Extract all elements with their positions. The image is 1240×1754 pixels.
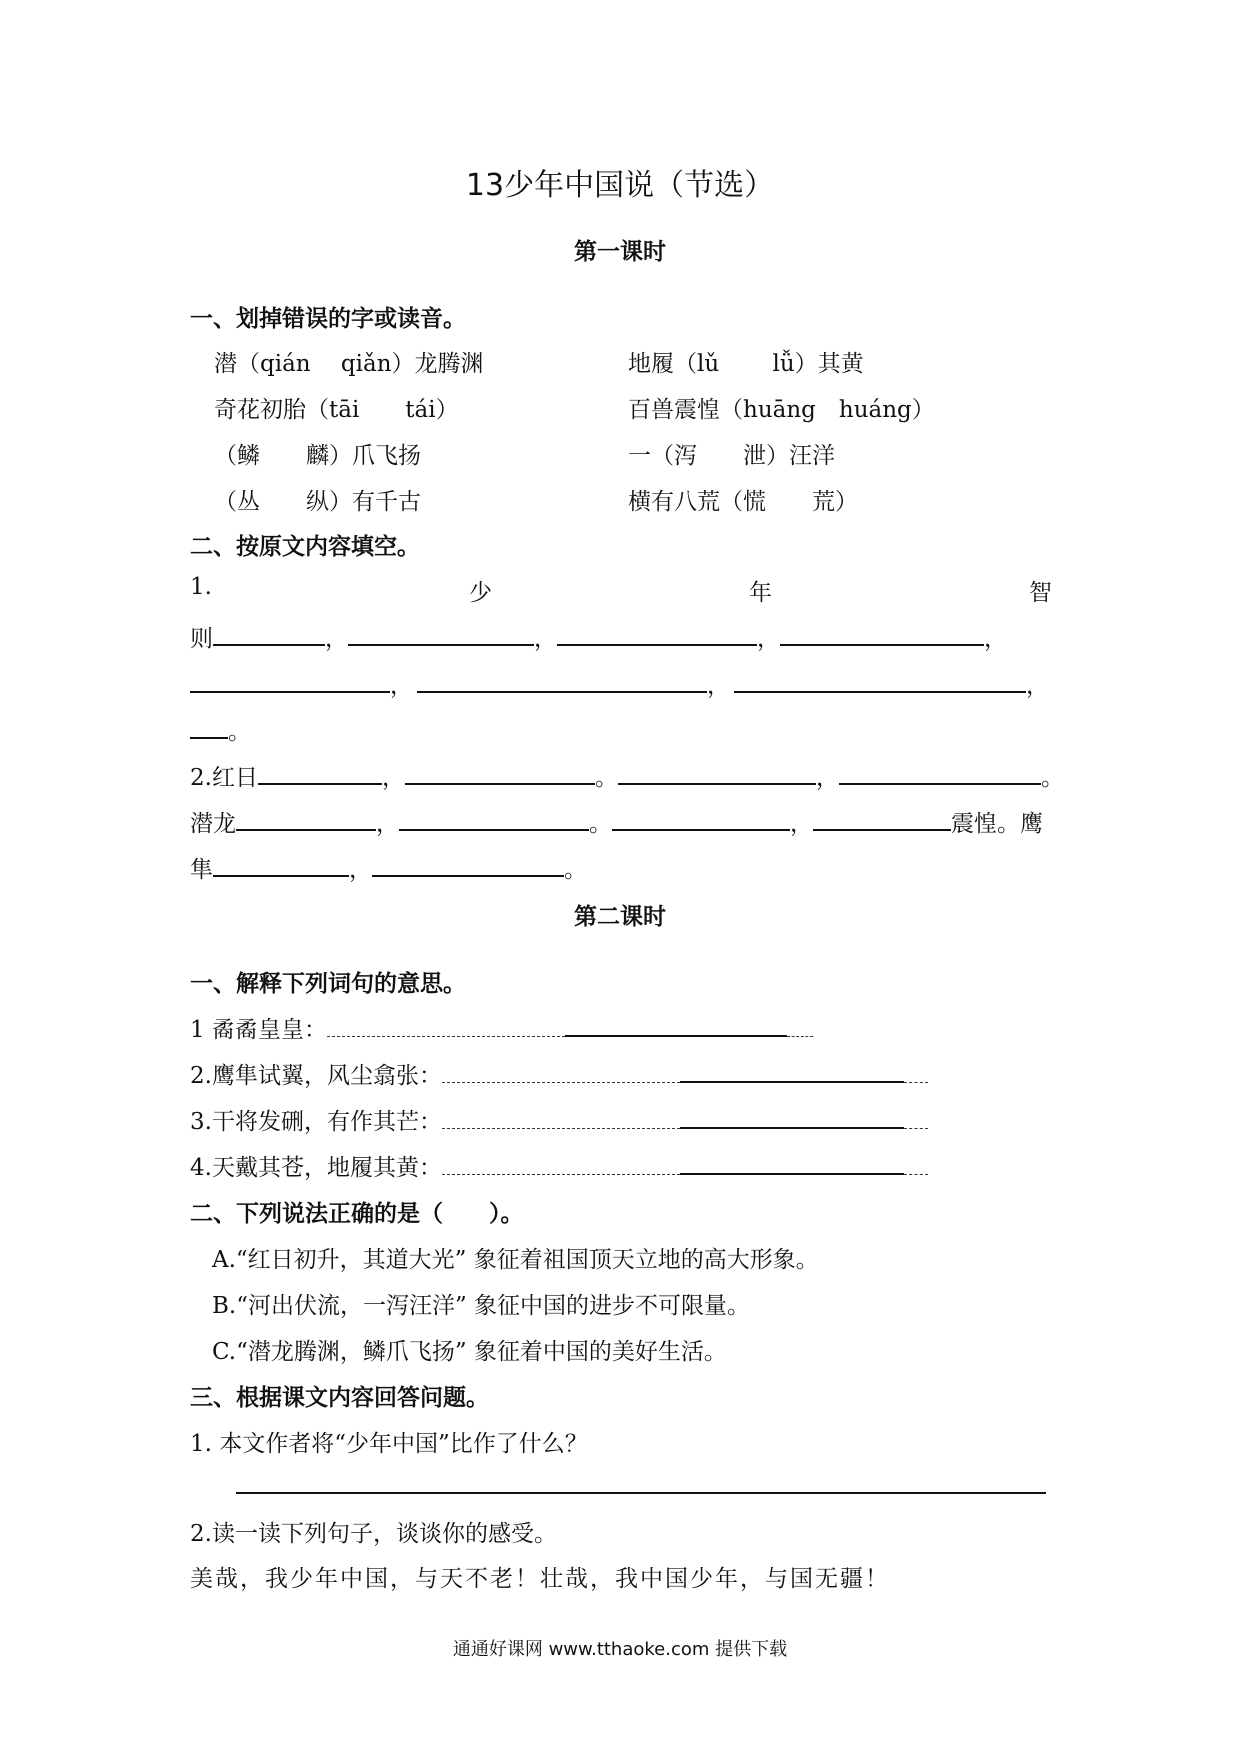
answer-blank[interactable] (190, 667, 390, 693)
q2-sun: 隼 (190, 857, 213, 883)
comma: ， (815, 765, 839, 791)
answer-blank[interactable] (442, 1104, 680, 1129)
explain-label: 3.干将发硎，有作其芒： (190, 1109, 442, 1135)
explain-item-3 (190, 1103, 1052, 1136)
answer-blank[interactable] (557, 620, 757, 646)
answer-blank[interactable] (680, 1149, 904, 1175)
pinyin-item: 地履（lǔ lǚ）其黄 (628, 351, 864, 377)
comma: ， (757, 626, 780, 652)
answer-blank[interactable] (612, 805, 790, 831)
q2-prefix: 2.红日 (190, 765, 258, 791)
option-b: B.“河出伏流，一泻汪洋” 象征中国的进步不可限量。 (212, 1293, 751, 1319)
answer-blank[interactable] (399, 805, 589, 831)
comma: ， (349, 857, 372, 883)
q1-char: 智 (1029, 580, 1052, 606)
comma: ， (707, 673, 730, 699)
l2-section-3-heading: 三、根据课文内容回答问题。 (190, 1385, 489, 1411)
answer-blank[interactable] (190, 713, 228, 739)
q1-char: 年 (748, 580, 772, 606)
lesson-1-heading: 第一课时 (574, 239, 666, 265)
answer-blank[interactable] (839, 759, 1041, 785)
explain-label: 1 矞矞皇皇： (190, 1017, 327, 1043)
answer-blank[interactable] (348, 620, 534, 646)
fill-q1-line3 (190, 667, 1052, 700)
explain-item-4 (190, 1149, 1052, 1182)
answer-blank[interactable] (372, 851, 564, 877)
comma: ， (534, 626, 557, 652)
answer-question-2: 2.读一读下列句子，谈谈你的感受。 (190, 1521, 557, 1547)
q2-zhenhuang: 震惶。鹰 (951, 811, 1043, 837)
char-choice-item: 一（泻 泄）汪洋 (628, 443, 835, 469)
answer-blank[interactable] (213, 851, 349, 877)
answer-blank[interactable] (236, 805, 376, 831)
period: 。 (589, 811, 612, 837)
answer-blank[interactable] (213, 620, 325, 646)
pinyin-item: 潜（qián qiǎn）龙腾渊 (214, 351, 484, 377)
lesson-2-heading: 第二课时 (574, 904, 666, 930)
q1-char: 少 (468, 580, 492, 606)
comma: ， (984, 626, 1007, 652)
char-choice-item: 横有八荒（慌 荒） (628, 489, 858, 515)
answer-blank[interactable] (565, 1011, 787, 1037)
comma: ， (790, 811, 813, 837)
answer-blank[interactable] (442, 1058, 680, 1083)
explain-item-2 (190, 1057, 1052, 1090)
answer-blank[interactable] (780, 620, 984, 646)
answer-blank[interactable] (904, 1150, 928, 1175)
period: 。 (228, 719, 251, 745)
fill-q1-line4 (190, 713, 1052, 746)
comma: ， (376, 811, 399, 837)
explain-label: 2.鹰隼试翼，风尘翕张： (190, 1063, 442, 1089)
answer-blank[interactable] (258, 759, 382, 785)
page-title: 13少年中国说（节选） (465, 168, 775, 203)
period: 。 (594, 765, 618, 791)
footer-source: 通通好课网 www.tthaoke.com 提供下载 (452, 1639, 788, 1660)
l1-section-1-heading: 一、划掉错误的字或读音。 (190, 306, 466, 332)
comma: ， (390, 673, 413, 699)
explain-label: 4.天戴其苍，地履其黄： (190, 1155, 442, 1181)
period: 。 (564, 857, 587, 883)
fill-q1-line1 (190, 574, 1052, 607)
answer-blank[interactable] (618, 759, 816, 785)
answer-blank[interactable] (680, 1057, 904, 1083)
char-choice-item: （鳞 麟）爪飞扬 (214, 443, 421, 469)
answer-question-1: 1. 本文作者将“少年中国”比作了什么？ (190, 1431, 588, 1457)
fill-q2-line3 (190, 851, 1052, 884)
comma: ， (381, 765, 405, 791)
answer-blank[interactable] (734, 667, 1026, 693)
option-a: A.“红日初升，其道大光” 象征着祖国顶天立地的高大形象。 (212, 1247, 819, 1273)
answer-blank[interactable] (442, 1150, 680, 1175)
answer-blank[interactable] (904, 1104, 928, 1129)
answer-blank[interactable] (680, 1103, 904, 1129)
q1-number: 1. (190, 574, 212, 600)
option-c: C.“潜龙腾渊，鳞爪飞扬” 象征着中国的美好生活。 (212, 1339, 727, 1365)
quote-sentence: 美哉，我少年中国，与天不老！壮哉，我中国少年，与国无疆！ (190, 1566, 890, 1592)
comma: ， (1026, 673, 1049, 699)
answer-blank[interactable] (417, 667, 707, 693)
l1-section-2-heading: 二、按原文内容填空。 (190, 534, 420, 560)
answer-blank[interactable] (787, 1012, 813, 1037)
fill-q2-line2 (190, 805, 1052, 838)
q2-qianlong: 潜龙 (190, 811, 236, 837)
fill-q2-line1 (190, 759, 1064, 792)
period: 。 (1040, 765, 1064, 791)
char-choice-item: （丛 纵）有千古 (214, 489, 421, 515)
answer-blank[interactable] (813, 805, 951, 831)
answer-blank[interactable] (405, 759, 595, 785)
fill-q1-line2 (190, 620, 1052, 653)
q1-ze: 则 (190, 626, 213, 652)
l2-section-2-heading: 二、下列说法正确的是（ ）。 (190, 1201, 524, 1227)
pinyin-item: 百兽震惶（huāng huáng） (628, 397, 935, 423)
answer-blank[interactable] (327, 1012, 565, 1037)
explain-item-1 (190, 1011, 1052, 1044)
pinyin-item: 奇花初胎（tāi tái） (214, 397, 459, 423)
answer-line[interactable] (236, 1492, 1046, 1494)
answer-blank[interactable] (904, 1058, 928, 1083)
comma: ， (325, 626, 348, 652)
l2-section-1-heading: 一、解释下列词句的意思。 (190, 971, 466, 997)
